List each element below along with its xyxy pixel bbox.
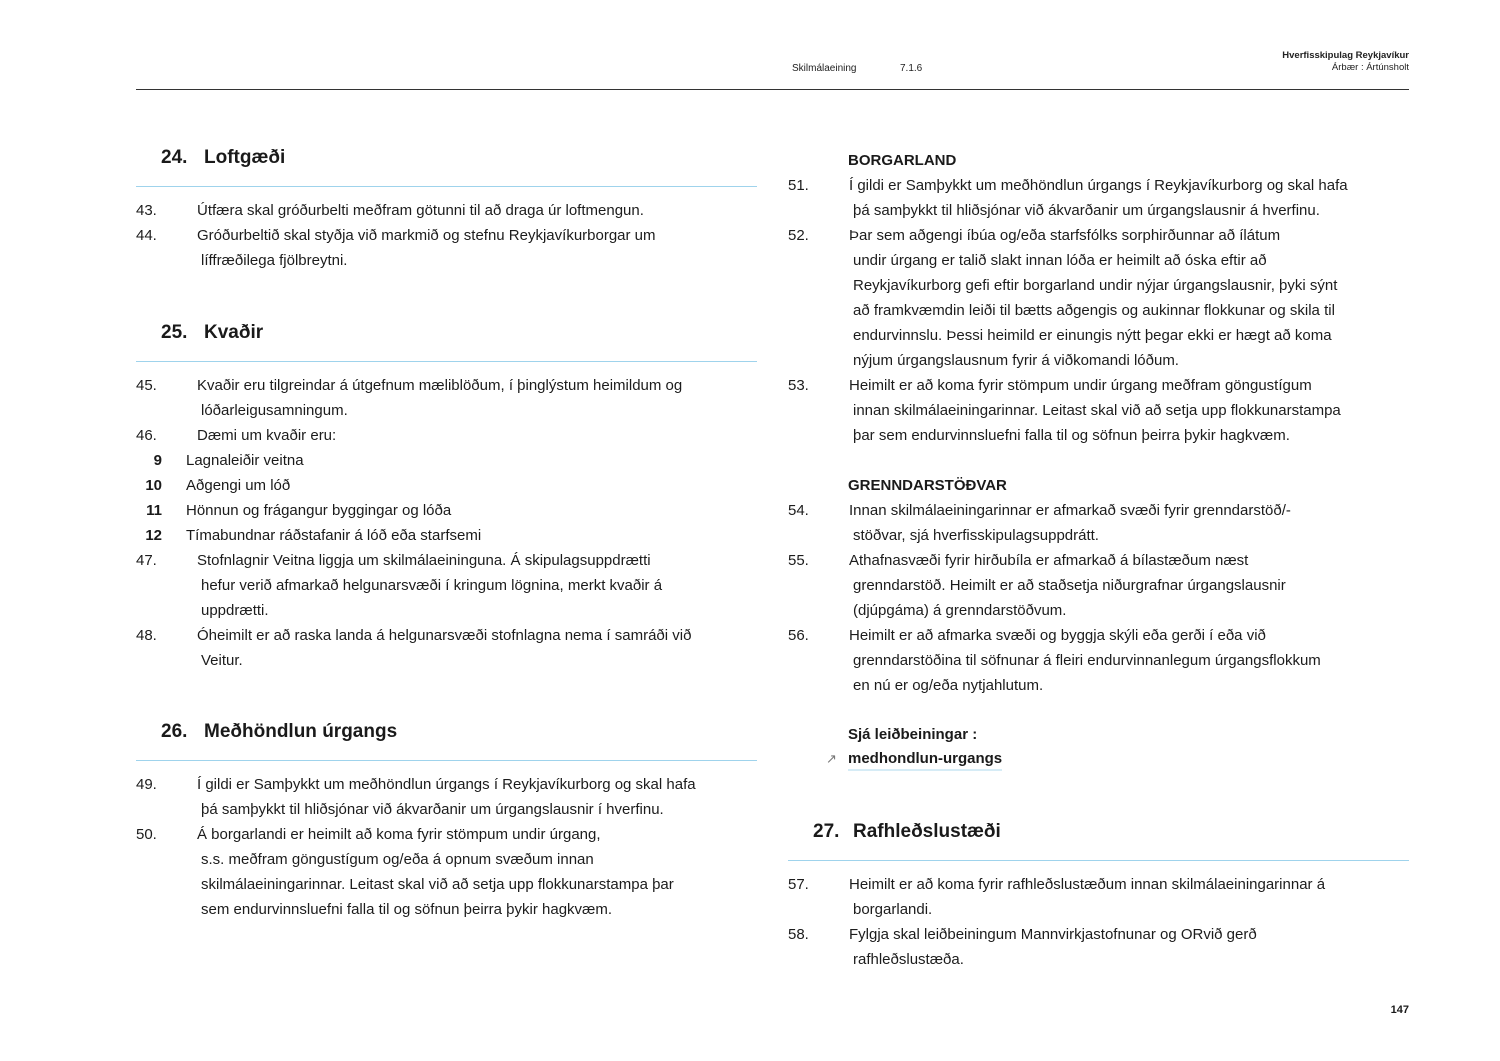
item-text: Á borgarlandi er heimilt að koma fyrir stömpum undir úrgang, <box>197 826 601 843</box>
item-text: sem endurvinnsluefni falla til og söfnun þeirra þykir hagkvæm. <box>201 901 613 918</box>
item-number: 47. <box>136 552 157 569</box>
item-number: 58. <box>788 926 809 943</box>
section-number: 26. <box>161 721 188 742</box>
item-text: endurvinnslu. Þessi heimild er einungis nýtt þegar ekki er hægt að koma <box>853 327 1332 344</box>
item-number: 44. <box>136 227 157 244</box>
item-text: Í gildi er Samþykkt um meðhöndlun úrgangs í Reykjavíkurborg og skal hafa <box>849 177 1348 194</box>
sublist-text: Aðgengi um lóð <box>186 477 291 494</box>
item-text: Stofnlagnir Veitna liggja um skilmálaeininguna. Á skipulagsuppdrætti <box>197 552 651 569</box>
item-text: Í gildi er Samþykkt um meðhöndlun úrgangs í Reykjavíkurborg og skal hafa <box>197 776 696 793</box>
sublist-number: 9 <box>153 452 162 469</box>
item-number: 55. <box>788 552 809 569</box>
item-number: 43. <box>136 202 157 219</box>
item-text: þá samþykkt til hliðsjónar við ákvarðanir um úrgangslausnir í hverfinu. <box>201 801 664 818</box>
item-number: 54. <box>788 502 809 519</box>
item-text: Reykjavíkurborg gefi eftir borgarland undir nýjar úrgangslausnir, þyki sýnt <box>853 277 1338 294</box>
section-number: 27. <box>813 821 840 842</box>
item-number: 48. <box>136 627 157 644</box>
external-link-arrow-icon: ↗ <box>826 751 837 766</box>
section-divider <box>136 361 757 362</box>
section-heading-24 <box>161 147 285 169</box>
item-text: undir úrgang er talið slakt innan lóða er heimilt að óska eftir að <box>853 252 1267 269</box>
sublist-number: 10 <box>145 477 162 494</box>
item-text: grenndarstöð. Heimilt er að staðsetja niðurgrafnar úrgangslausnir <box>853 577 1286 594</box>
subsection-heading-borgarland: BORGARLAND <box>848 152 957 169</box>
sublist-number: 12 <box>145 527 162 544</box>
item-text: Óheimilt er að raska landa á helgunarsvæði stofnlagna nema í samráði við <box>197 627 692 644</box>
item-number: 53. <box>788 377 809 394</box>
document-header <box>1282 50 1409 74</box>
item-text: s.s. meðfram göngustígum og/eða á opnum svæðum innan <box>201 851 594 868</box>
item-text: Fylgja skal leiðbeiningum Mannvirkjastofnunar og ORvið gerð <box>849 926 1257 943</box>
item-text: grenndarstöðina til söfnunar á fleiri endurvinnanlegum úrgangsflokkum <box>853 652 1321 669</box>
item-number: 56. <box>788 627 809 644</box>
section-heading-25 <box>161 322 263 344</box>
item-text: Innan skilmálaeiningarinnar er afmarkað svæði fyrir grenndarstöð/- <box>849 502 1291 519</box>
item-number: 50. <box>136 826 157 843</box>
item-text: skilmálaeiningarinnar. Leitast skal við að setja upp flokkunarstampa þar <box>201 876 674 893</box>
section-title: Kvaðir <box>204 322 264 343</box>
subsection-heading-grenndarstodvar: GRENNDARSTÖÐVAR <box>848 477 1007 494</box>
item-text: rafhleðslustæða. <box>853 951 964 968</box>
item-text: Útfæra skal gróðurbelti meðfram götunni til að draga úr loftmengun. <box>197 202 644 219</box>
section-divider <box>788 860 1409 861</box>
document-subtitle: Árbær : Ártúnsholt <box>1331 62 1409 73</box>
item-text: innan skilmálaeiningarinnar. Leitast skal við að setja upp flokkunarstampa <box>853 402 1341 419</box>
document-title: Hverfisskipulag Reykjavíkur <box>1282 50 1409 61</box>
page-number: 147 <box>1390 1004 1409 1016</box>
section-divider <box>136 760 757 761</box>
item-text: Veitur. <box>201 652 243 669</box>
sublist-text: Tímabundnar ráðstafanir á lóð eða starfsemi <box>186 527 482 544</box>
item-text: borgarlandi. <box>853 901 933 918</box>
item-number: 57. <box>788 876 809 893</box>
item-number: 52. <box>788 227 809 244</box>
item-text: en nú er og/eða nytjahlutum. <box>853 677 1044 694</box>
section-label: Skilmálaeining <box>792 63 857 74</box>
item-text: hefur verið afmarkað helgunarsvæði í kringum lögnina, merkt kvaðir á <box>201 577 663 594</box>
sublist-text: Hönnun og frágangur byggingar og lóða <box>186 502 452 519</box>
item-text: að framkvæmdin leiði til bætts aðgengis og aukinnar flokkunar og skila til <box>853 302 1335 319</box>
item-text: Gróðurbeltið skal styðja við markmið og stefnu Reykjavíkurborgar um <box>197 227 656 244</box>
section-title: Loftgæði <box>204 147 286 168</box>
item-number: 49. <box>136 776 157 793</box>
guidelines-link[interactable]: medhondlun-urgangs <box>848 749 1002 771</box>
sublist-number: 11 <box>146 502 162 519</box>
item-text: þar sem endurvinnsluefni falla til og söfnun þeirra þykir hagkvæm. <box>853 427 1290 444</box>
guidelines-label: Sjá leiðbeiningar : <box>848 726 978 743</box>
item-text: lóðarleigusamningum. <box>201 402 348 419</box>
sublist-text: Lagnaleiðir veitna <box>186 452 304 469</box>
item-text: Heimilt er að koma fyrir stömpum undir úrgang meðfram göngustígum <box>849 377 1312 394</box>
section-divider <box>136 186 757 187</box>
item-text: stöðvar, sjá hverfisskipulagsuppdrátt. <box>853 527 1099 544</box>
item-number: 46. <box>136 427 157 444</box>
item-text: uppdrætti. <box>201 602 269 619</box>
item-number: 51. <box>788 177 809 194</box>
item-text: Heimilt er að afmarka svæði og byggja skýli eða gerði í eða við <box>849 627 1266 644</box>
item-text: líffræðilega fjölbreytni. <box>201 252 348 269</box>
item-text: (djúpgáma) á grenndarstöðvum. <box>853 602 1067 619</box>
item-text: þá samþykkt til hliðsjónar við ákvarðanir um úrgangslausnir á hverfinu. <box>853 202 1320 219</box>
header-divider <box>136 89 1409 90</box>
section-heading-26 <box>161 721 397 743</box>
section-title: Meðhöndlun úrgangs <box>204 721 398 742</box>
section-number: 24. <box>161 147 188 168</box>
item-text: nýjum úrgangslausnum fyrir á viðkomandi lóðum. <box>853 352 1179 369</box>
item-number: 45. <box>136 377 157 394</box>
item-text: Þar sem aðgengi íbúa og/eða starfsfólks sorphirðunnar að ílátum <box>849 227 1281 244</box>
item-text: Kvaðir eru tilgreindar á útgefnum mæliblöðum, í þinglýstum heimildum og <box>197 377 683 394</box>
item-text: Heimilt er að koma fyrir rafhleðslustæðum innan skilmálaeiningarinnar á <box>849 876 1326 893</box>
section-number: 25. <box>161 322 188 343</box>
item-text: Athafnasvæði fyrir hirðubíla er afmarkað á bílastæðum næst <box>849 552 1249 569</box>
item-text: Dæmi um kvaðir eru: <box>197 427 337 444</box>
section-title: Rafhleðslustæði <box>853 821 1001 842</box>
section-code: 7.1.6 <box>900 63 923 74</box>
section-heading-27 <box>813 821 1001 843</box>
